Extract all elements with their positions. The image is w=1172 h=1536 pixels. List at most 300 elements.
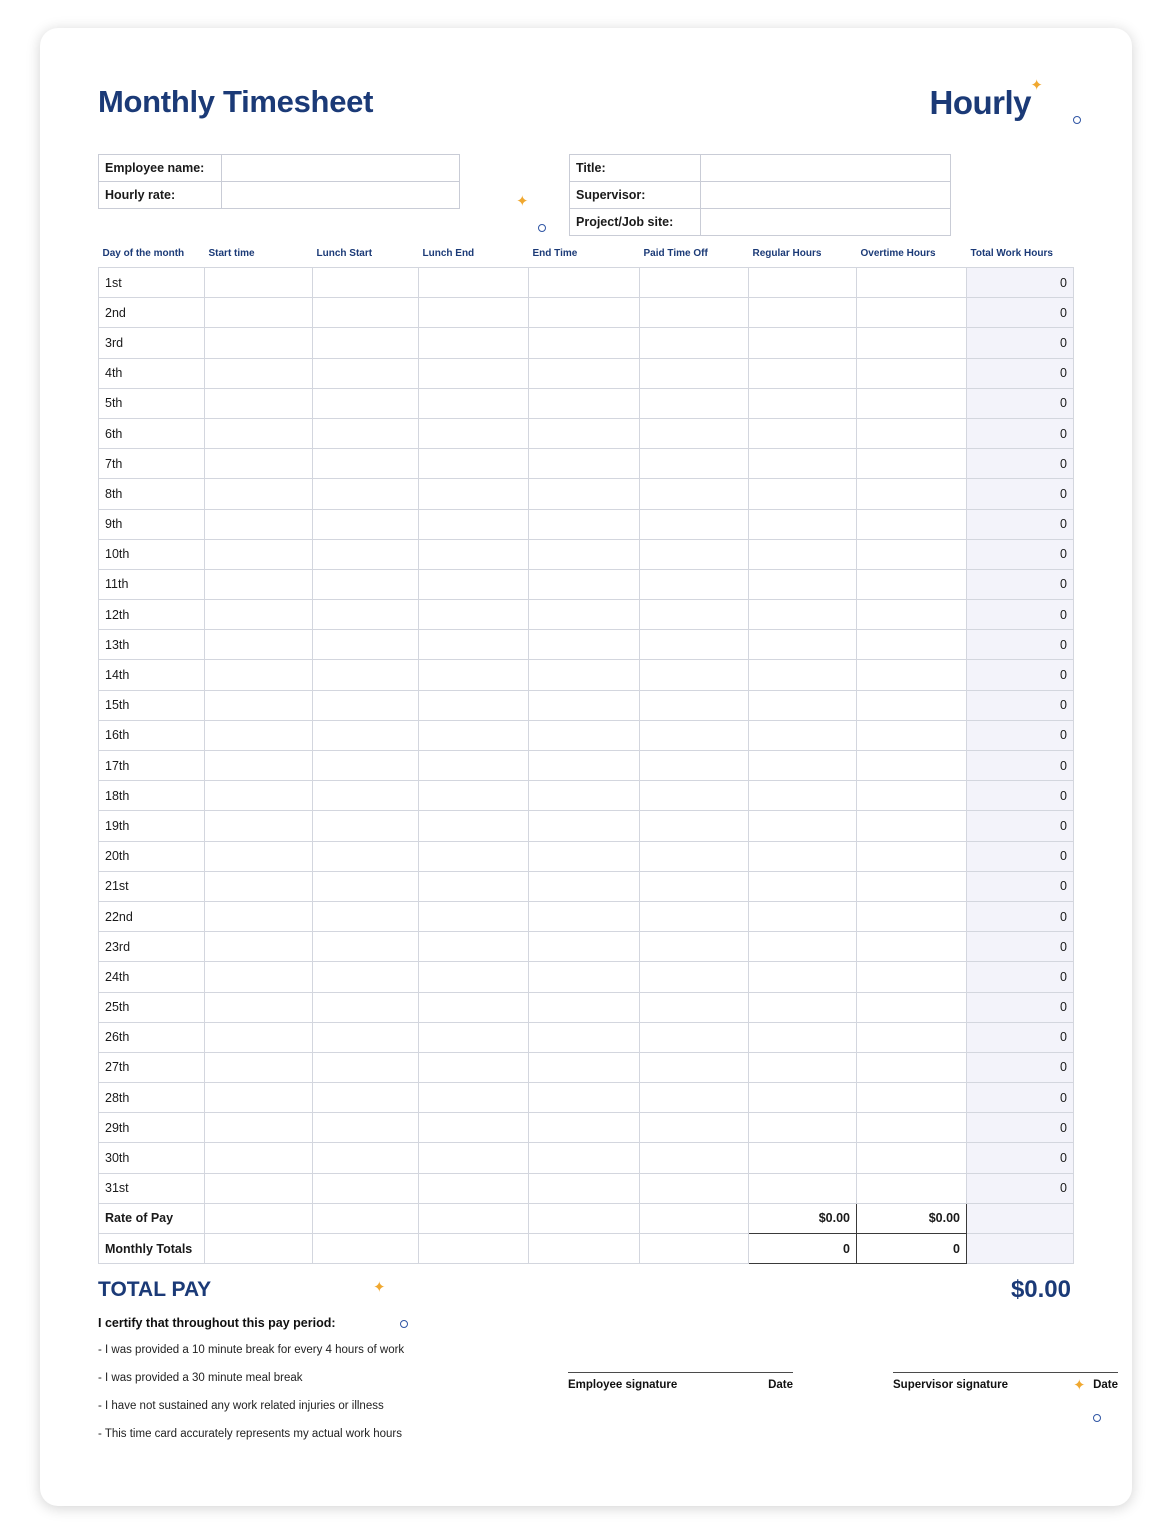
cell-day: 2nd bbox=[99, 298, 205, 328]
cell-end-time[interactable] bbox=[529, 1173, 640, 1203]
cell-start-time[interactable] bbox=[205, 358, 313, 388]
cell-total-work-hours: 0 bbox=[967, 1052, 1074, 1082]
cell-total-work-hours: 0 bbox=[967, 328, 1074, 358]
cell-overtime-hours[interactable] bbox=[857, 690, 967, 720]
employee-signature-labels bbox=[568, 1379, 793, 1395]
project-field[interactable] bbox=[701, 209, 951, 236]
cell-lunch-start[interactable] bbox=[313, 871, 419, 901]
table-row bbox=[99, 1052, 1074, 1082]
cell-start-time[interactable] bbox=[205, 720, 313, 750]
cell-regular-hours[interactable] bbox=[749, 630, 857, 660]
cell-lunch-end[interactable] bbox=[419, 660, 529, 690]
cell-overtime-hours[interactable] bbox=[857, 1083, 967, 1113]
cell-lunch-end[interactable] bbox=[419, 751, 529, 781]
cell-start-time[interactable] bbox=[205, 600, 313, 630]
cell-overtime-hours[interactable] bbox=[857, 901, 967, 931]
cell-start-time[interactable] bbox=[205, 1052, 313, 1082]
cell-pto[interactable] bbox=[640, 751, 749, 781]
cell-end-time[interactable] bbox=[529, 871, 640, 901]
supervisor-signature-labels bbox=[893, 1379, 1118, 1395]
cell-regular-hours[interactable] bbox=[749, 358, 857, 388]
cell-end-time[interactable] bbox=[529, 690, 640, 720]
cell-day: 6th bbox=[99, 418, 205, 448]
table-row bbox=[99, 1173, 1074, 1203]
cell-pto[interactable] bbox=[640, 871, 749, 901]
cell-pto[interactable] bbox=[640, 1143, 749, 1173]
cell-lunch-end[interactable] bbox=[419, 569, 529, 599]
table-row bbox=[99, 901, 1074, 931]
cell-overtime-hours[interactable] bbox=[857, 751, 967, 781]
cell-total-work-hours: 0 bbox=[967, 509, 1074, 539]
cell-lunch-start[interactable] bbox=[313, 479, 419, 509]
cell-total-work-hours: 0 bbox=[967, 841, 1074, 871]
cell-regular-hours[interactable] bbox=[749, 932, 857, 962]
cell-regular-hours[interactable] bbox=[749, 871, 857, 901]
cell-pto[interactable] bbox=[640, 660, 749, 690]
cell-day: 20th bbox=[99, 841, 205, 871]
cell-lunch-end[interactable] bbox=[419, 539, 529, 569]
cell-pto[interactable] bbox=[640, 358, 749, 388]
cell-end-time[interactable] bbox=[529, 600, 640, 630]
cell-regular-hours[interactable] bbox=[749, 690, 857, 720]
cell-total-work-hours: 0 bbox=[967, 539, 1074, 569]
cell-pto[interactable] bbox=[640, 479, 749, 509]
supervisor-signature-label: Supervisor signature bbox=[893, 1379, 1009, 1392]
cell-pto[interactable] bbox=[640, 690, 749, 720]
ring-decoration-signature bbox=[1093, 1414, 1101, 1422]
cell-regular-hours[interactable] bbox=[749, 600, 857, 630]
cell-end-time[interactable] bbox=[529, 1022, 640, 1052]
certification-item-4: - This time card accurately represents my actual work hours bbox=[98, 1428, 403, 1441]
cell-start-time[interactable] bbox=[205, 932, 313, 962]
cell-start-time[interactable] bbox=[205, 1143, 313, 1173]
cell-pto[interactable] bbox=[640, 1022, 749, 1052]
cell-pto[interactable] bbox=[640, 720, 749, 750]
cell-lunch-end[interactable] bbox=[419, 600, 529, 630]
supervisor-label: Supervisor: bbox=[570, 182, 701, 209]
cell-day: 4th bbox=[99, 358, 205, 388]
cell-lunch-start[interactable] bbox=[313, 509, 419, 539]
cell-pto[interactable] bbox=[640, 539, 749, 569]
cell-total-work-hours: 0 bbox=[967, 479, 1074, 509]
cell-lunch-end[interactable] bbox=[419, 901, 529, 931]
cell-lunch-start[interactable] bbox=[313, 811, 419, 841]
cell-overtime-hours[interactable] bbox=[857, 328, 967, 358]
col-header-day: Day of the month bbox=[102, 248, 185, 259]
cell-pto[interactable] bbox=[640, 328, 749, 358]
table-row bbox=[99, 962, 1074, 992]
employee-name-label: Employee name: bbox=[99, 155, 222, 182]
cell-overtime-hours[interactable] bbox=[857, 449, 967, 479]
cell-lunch-start[interactable] bbox=[313, 660, 419, 690]
cell-start-time[interactable] bbox=[205, 298, 313, 328]
cell-end-time[interactable] bbox=[529, 509, 640, 539]
cell-overtime-hours[interactable] bbox=[857, 811, 967, 841]
cell-lunch-start[interactable] bbox=[313, 1143, 419, 1173]
cell-total-work-hours: 0 bbox=[967, 871, 1074, 901]
cell-start-time[interactable] bbox=[205, 449, 313, 479]
cell-start-time[interactable] bbox=[205, 388, 313, 418]
table-row bbox=[99, 932, 1074, 962]
cell-start-time[interactable] bbox=[205, 418, 313, 448]
rate-of-pay-blank-4 bbox=[529, 1203, 640, 1233]
certification-item-1: - I was provided a 10 minute break for every 4 hours of work bbox=[98, 1344, 405, 1357]
cell-end-time[interactable] bbox=[529, 1143, 640, 1173]
col-header-lunch-start: Lunch Start bbox=[316, 248, 373, 259]
cell-pto[interactable] bbox=[640, 1083, 749, 1113]
col-header-end-time: End Time bbox=[532, 248, 578, 259]
cell-lunch-end[interactable] bbox=[419, 479, 529, 509]
cell-overtime-hours[interactable] bbox=[857, 479, 967, 509]
table-row bbox=[99, 630, 1074, 660]
cell-lunch-start[interactable] bbox=[313, 630, 419, 660]
table-header-row bbox=[99, 248, 1074, 268]
cell-overtime-hours[interactable] bbox=[857, 569, 967, 599]
monthly-totals-total bbox=[967, 1234, 1074, 1264]
timesheet-page bbox=[40, 28, 1132, 1506]
cell-day: 8th bbox=[99, 479, 205, 509]
cell-regular-hours[interactable] bbox=[749, 1052, 857, 1082]
cell-overtime-hours[interactable] bbox=[857, 660, 967, 690]
employee-signature-block bbox=[568, 1372, 793, 1395]
cell-lunch-start[interactable] bbox=[313, 932, 419, 962]
cell-start-time[interactable] bbox=[205, 539, 313, 569]
cell-lunch-start[interactable] bbox=[313, 1083, 419, 1113]
timesheet-table bbox=[98, 248, 1074, 1264]
cell-lunch-start[interactable] bbox=[313, 1173, 419, 1203]
cell-lunch-end[interactable] bbox=[419, 630, 529, 660]
cell-lunch-start[interactable] bbox=[313, 841, 419, 871]
monthly-totals-label: Monthly Totals bbox=[99, 1234, 205, 1264]
cell-lunch-end[interactable] bbox=[419, 1083, 529, 1113]
cell-start-time[interactable] bbox=[205, 962, 313, 992]
cell-regular-hours[interactable] bbox=[749, 479, 857, 509]
cell-lunch-start[interactable] bbox=[313, 1113, 419, 1143]
cell-lunch-end[interactable] bbox=[419, 1022, 529, 1052]
cell-overtime-hours[interactable] bbox=[857, 388, 967, 418]
cell-pto[interactable] bbox=[640, 600, 749, 630]
cell-lunch-end[interactable] bbox=[419, 992, 529, 1022]
cell-regular-hours[interactable] bbox=[749, 268, 857, 298]
cell-regular-hours[interactable] bbox=[749, 569, 857, 599]
cell-end-time[interactable] bbox=[529, 388, 640, 418]
cell-end-time[interactable] bbox=[529, 992, 640, 1022]
cell-lunch-end[interactable] bbox=[419, 1052, 529, 1082]
cell-lunch-end[interactable] bbox=[419, 449, 529, 479]
employee-name-field[interactable] bbox=[222, 155, 460, 182]
cell-end-time[interactable] bbox=[529, 328, 640, 358]
cell-lunch-start[interactable] bbox=[313, 328, 419, 358]
cell-pto[interactable] bbox=[640, 901, 749, 931]
cell-lunch-end[interactable] bbox=[419, 268, 529, 298]
cell-end-time[interactable] bbox=[529, 962, 640, 992]
cell-lunch-start[interactable] bbox=[313, 539, 419, 569]
timesheet-summary bbox=[99, 1203, 1074, 1263]
cell-end-time[interactable] bbox=[529, 720, 640, 750]
cell-pto[interactable] bbox=[640, 1173, 749, 1203]
cell-lunch-start[interactable] bbox=[313, 418, 419, 448]
cell-lunch-end[interactable] bbox=[419, 932, 529, 962]
cell-end-time[interactable] bbox=[529, 449, 640, 479]
cell-pto[interactable] bbox=[640, 418, 749, 448]
cell-start-time[interactable] bbox=[205, 569, 313, 599]
cell-lunch-start[interactable] bbox=[313, 781, 419, 811]
cell-lunch-start[interactable] bbox=[313, 388, 419, 418]
cell-end-time[interactable] bbox=[529, 569, 640, 599]
cell-lunch-end[interactable] bbox=[419, 841, 529, 871]
cell-total-work-hours: 0 bbox=[967, 1173, 1074, 1203]
cell-start-time[interactable] bbox=[205, 328, 313, 358]
employee-signature-label: Employee signature bbox=[568, 1379, 678, 1392]
cell-end-time[interactable] bbox=[529, 841, 640, 871]
cell-overtime-hours[interactable] bbox=[857, 600, 967, 630]
brand-logo bbox=[929, 84, 1031, 122]
certification-title: I certify that throughout this pay period: bbox=[98, 1316, 336, 1331]
cell-end-time[interactable] bbox=[529, 268, 640, 298]
cell-regular-hours[interactable] bbox=[749, 1143, 857, 1173]
cell-start-time[interactable] bbox=[205, 901, 313, 931]
cell-regular-hours[interactable] bbox=[749, 901, 857, 931]
cell-regular-hours[interactable] bbox=[749, 449, 857, 479]
cell-end-time[interactable] bbox=[529, 358, 640, 388]
cell-overtime-hours[interactable] bbox=[857, 1052, 967, 1082]
cell-lunch-end[interactable] bbox=[419, 418, 529, 448]
cell-end-time[interactable] bbox=[529, 539, 640, 569]
cell-lunch-start[interactable] bbox=[313, 268, 419, 298]
supervisor-field[interactable] bbox=[701, 182, 951, 209]
cell-regular-hours[interactable] bbox=[749, 660, 857, 690]
cell-lunch-end[interactable] bbox=[419, 358, 529, 388]
cell-total-work-hours: 0 bbox=[967, 418, 1074, 448]
cell-end-time[interactable] bbox=[529, 418, 640, 448]
cell-regular-hours[interactable] bbox=[749, 1113, 857, 1143]
cell-overtime-hours[interactable] bbox=[857, 841, 967, 871]
cell-pto[interactable] bbox=[640, 992, 749, 1022]
title-field[interactable] bbox=[701, 155, 951, 182]
cell-lunch-end[interactable] bbox=[419, 962, 529, 992]
table-row bbox=[99, 1022, 1074, 1052]
cell-pto[interactable] bbox=[640, 781, 749, 811]
cell-lunch-end[interactable] bbox=[419, 781, 529, 811]
cell-overtime-hours[interactable] bbox=[857, 992, 967, 1022]
cell-lunch-start[interactable] bbox=[313, 1052, 419, 1082]
cell-overtime-hours[interactable] bbox=[857, 1113, 967, 1143]
col-header-lunch-end: Lunch End bbox=[422, 248, 475, 259]
cell-lunch-start[interactable] bbox=[313, 690, 419, 720]
cell-lunch-start[interactable] bbox=[313, 358, 419, 388]
cell-overtime-hours[interactable] bbox=[857, 932, 967, 962]
certification-item-3: - I have not sustained any work related injuries or illness bbox=[98, 1400, 384, 1413]
cell-end-time[interactable] bbox=[529, 901, 640, 931]
cell-overtime-hours[interactable] bbox=[857, 871, 967, 901]
cell-start-time[interactable] bbox=[205, 660, 313, 690]
cell-total-work-hours: 0 bbox=[967, 1083, 1074, 1113]
cell-overtime-hours[interactable] bbox=[857, 1173, 967, 1203]
cell-day: 13th bbox=[99, 630, 205, 660]
cell-regular-hours[interactable] bbox=[749, 781, 857, 811]
cell-lunch-start[interactable] bbox=[313, 1022, 419, 1052]
table-row bbox=[99, 871, 1074, 901]
table-row bbox=[99, 298, 1074, 328]
supervisor-signature-line[interactable] bbox=[893, 1372, 1118, 1374]
cell-end-time[interactable] bbox=[529, 660, 640, 690]
cell-end-time[interactable] bbox=[529, 1113, 640, 1143]
cell-pto[interactable] bbox=[640, 388, 749, 418]
cell-regular-hours[interactable] bbox=[749, 992, 857, 1022]
cell-total-work-hours: 0 bbox=[967, 630, 1074, 660]
cell-pto[interactable] bbox=[640, 841, 749, 871]
cell-end-time[interactable] bbox=[529, 479, 640, 509]
cell-lunch-end[interactable] bbox=[419, 1173, 529, 1203]
job-info-table bbox=[569, 154, 951, 236]
rate-of-pay-regular[interactable]: $0.00 bbox=[749, 1203, 857, 1233]
cell-total-work-hours: 0 bbox=[967, 1022, 1074, 1052]
cell-start-time[interactable] bbox=[205, 268, 313, 298]
cell-start-time[interactable] bbox=[205, 690, 313, 720]
cell-start-time[interactable] bbox=[205, 1173, 313, 1203]
header bbox=[98, 78, 1073, 140]
table-row bbox=[99, 992, 1074, 1022]
cell-total-work-hours: 0 bbox=[967, 449, 1074, 479]
cell-start-time[interactable] bbox=[205, 751, 313, 781]
cell-pto[interactable] bbox=[640, 268, 749, 298]
cell-lunch-end[interactable] bbox=[419, 388, 529, 418]
total-pay-value: $0.00 bbox=[1010, 1276, 1071, 1304]
cell-regular-hours[interactable] bbox=[749, 962, 857, 992]
table-row bbox=[99, 600, 1074, 630]
cell-regular-hours[interactable] bbox=[749, 1173, 857, 1203]
cell-start-time[interactable] bbox=[205, 509, 313, 539]
cell-pto[interactable] bbox=[640, 569, 749, 599]
cell-lunch-start[interactable] bbox=[313, 901, 419, 931]
cell-lunch-end[interactable] bbox=[419, 811, 529, 841]
cell-start-time[interactable] bbox=[205, 781, 313, 811]
cell-lunch-end[interactable] bbox=[419, 1143, 529, 1173]
cell-lunch-end[interactable] bbox=[419, 720, 529, 750]
total-pay-section bbox=[98, 1278, 1073, 1312]
cell-pto[interactable] bbox=[640, 1113, 749, 1143]
project-label: Project/Job site: bbox=[570, 209, 701, 236]
cell-regular-hours[interactable] bbox=[749, 720, 857, 750]
cell-end-time[interactable] bbox=[529, 298, 640, 328]
cell-regular-hours[interactable] bbox=[749, 328, 857, 358]
table-row bbox=[99, 328, 1074, 358]
cell-regular-hours[interactable] bbox=[749, 1083, 857, 1113]
cell-overtime-hours[interactable] bbox=[857, 720, 967, 750]
cell-start-time[interactable] bbox=[205, 871, 313, 901]
cell-regular-hours[interactable] bbox=[749, 1022, 857, 1052]
cell-lunch-end[interactable] bbox=[419, 690, 529, 720]
cell-pto[interactable] bbox=[640, 298, 749, 328]
cell-end-time[interactable] bbox=[529, 1052, 640, 1082]
cell-regular-hours[interactable] bbox=[749, 298, 857, 328]
cell-end-time[interactable] bbox=[529, 630, 640, 660]
cell-end-time[interactable] bbox=[529, 781, 640, 811]
cell-start-time[interactable] bbox=[205, 479, 313, 509]
monthly-totals-blank-4 bbox=[529, 1234, 640, 1264]
cell-total-work-hours: 0 bbox=[967, 962, 1074, 992]
cell-start-time[interactable] bbox=[205, 841, 313, 871]
cell-lunch-end[interactable] bbox=[419, 871, 529, 901]
table-row bbox=[99, 720, 1074, 750]
cell-overtime-hours[interactable] bbox=[857, 509, 967, 539]
cell-lunch-end[interactable] bbox=[419, 298, 529, 328]
cell-pto[interactable] bbox=[640, 811, 749, 841]
cell-lunch-start[interactable] bbox=[313, 569, 419, 599]
cell-pto[interactable] bbox=[640, 509, 749, 539]
cell-pto[interactable] bbox=[640, 1052, 749, 1082]
cell-overtime-hours[interactable] bbox=[857, 298, 967, 328]
table-row bbox=[99, 660, 1074, 690]
cell-lunch-start[interactable] bbox=[313, 962, 419, 992]
cell-regular-hours[interactable] bbox=[749, 751, 857, 781]
cell-total-work-hours: 0 bbox=[967, 660, 1074, 690]
cell-lunch-start[interactable] bbox=[313, 298, 419, 328]
cell-overtime-hours[interactable] bbox=[857, 418, 967, 448]
cell-regular-hours[interactable] bbox=[749, 418, 857, 448]
cell-lunch-start[interactable] bbox=[313, 992, 419, 1022]
cell-overtime-hours[interactable] bbox=[857, 268, 967, 298]
cell-start-time[interactable] bbox=[205, 1022, 313, 1052]
cell-overtime-hours[interactable] bbox=[857, 962, 967, 992]
cell-overtime-hours[interactable] bbox=[857, 358, 967, 388]
cell-overtime-hours[interactable] bbox=[857, 781, 967, 811]
cell-end-time[interactable] bbox=[529, 751, 640, 781]
cell-lunch-end[interactable] bbox=[419, 328, 529, 358]
cell-regular-hours[interactable] bbox=[749, 841, 857, 871]
employee-signature-line[interactable] bbox=[568, 1372, 793, 1374]
cell-pto[interactable] bbox=[640, 962, 749, 992]
cell-start-time[interactable] bbox=[205, 811, 313, 841]
cell-end-time[interactable] bbox=[529, 1083, 640, 1113]
cell-pto[interactable] bbox=[640, 630, 749, 660]
cell-regular-hours[interactable] bbox=[749, 388, 857, 418]
cell-total-work-hours: 0 bbox=[967, 1143, 1074, 1173]
cell-lunch-start[interactable] bbox=[313, 751, 419, 781]
cell-day: 19th bbox=[99, 811, 205, 841]
cell-start-time[interactable] bbox=[205, 630, 313, 660]
cell-lunch-end[interactable] bbox=[419, 1113, 529, 1143]
cell-start-time[interactable] bbox=[205, 1083, 313, 1113]
cell-overtime-hours[interactable] bbox=[857, 1022, 967, 1052]
cell-pto[interactable] bbox=[640, 449, 749, 479]
cell-day: 5th bbox=[99, 388, 205, 418]
cell-pto[interactable] bbox=[640, 932, 749, 962]
cell-lunch-start[interactable] bbox=[313, 720, 419, 750]
rate-of-pay-overtime[interactable]: $0.00 bbox=[857, 1203, 967, 1233]
hourly-rate-field[interactable] bbox=[222, 182, 460, 209]
cell-regular-hours[interactable] bbox=[749, 509, 857, 539]
monthly-totals-row bbox=[99, 1234, 1074, 1264]
cell-end-time[interactable] bbox=[529, 811, 640, 841]
cell-regular-hours[interactable] bbox=[749, 539, 857, 569]
table-row bbox=[99, 1143, 1074, 1173]
rate-of-pay-blank-5 bbox=[640, 1203, 749, 1233]
cell-overtime-hours[interactable] bbox=[857, 630, 967, 660]
cell-overtime-hours[interactable] bbox=[857, 1143, 967, 1173]
cell-lunch-start[interactable] bbox=[313, 600, 419, 630]
table-row bbox=[99, 449, 1074, 479]
cell-lunch-start[interactable] bbox=[313, 449, 419, 479]
cell-start-time[interactable] bbox=[205, 992, 313, 1022]
cell-overtime-hours[interactable] bbox=[857, 539, 967, 569]
cell-total-work-hours: 0 bbox=[967, 751, 1074, 781]
cell-day: 17th bbox=[99, 751, 205, 781]
cell-lunch-end[interactable] bbox=[419, 509, 529, 539]
cell-start-time[interactable] bbox=[205, 1113, 313, 1143]
cell-end-time[interactable] bbox=[529, 932, 640, 962]
cell-regular-hours[interactable] bbox=[749, 811, 857, 841]
